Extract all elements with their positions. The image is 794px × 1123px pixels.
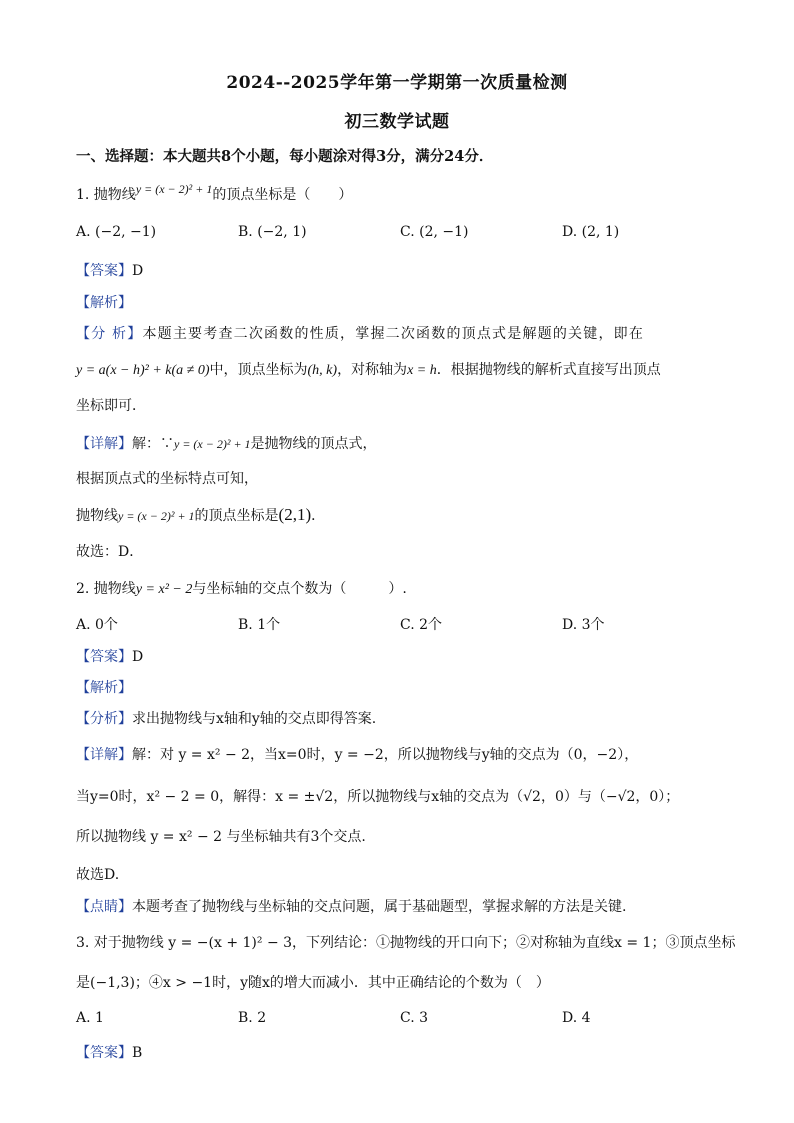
fenxi-text-3: ，对称轴为: [337, 362, 408, 378]
answer-value: D: [132, 649, 144, 665]
question-2-answer: [76, 646, 143, 666]
question-2-prefix: 2. 抛物线: [76, 581, 136, 597]
question-1-detail-line3: [76, 505, 325, 525]
detail-line3-end: ．: [311, 508, 326, 524]
detail-expression: y = (x − 2)² + 1: [174, 437, 251, 451]
analysis-label: 【解析】: [76, 680, 132, 696]
question-2-detail-line1: [76, 744, 638, 764]
question-3-answer: [76, 1042, 142, 1062]
fenxi-text-2: 中，顶点坐标为: [209, 362, 308, 378]
detail-prefix: 解：∵: [132, 436, 174, 452]
question-1-option-d: D. (2, 1): [562, 224, 620, 240]
answer-label: 【答案】: [76, 263, 132, 279]
question-1-option-c: C. (2, −1): [400, 224, 469, 240]
question-1-fenxi-line1: [76, 323, 726, 343]
detail-text: 解：对 y = x² − 2，当x=0时，y = −2，所以抛物线与y轴的交点为（0，−2），: [132, 747, 639, 763]
question-2-dianjing: [76, 896, 626, 916]
question-1-option-a: A. (−2, −1): [76, 224, 157, 240]
question-3-option-c: C. 3: [400, 1010, 429, 1026]
answer-label: 【答案】: [76, 1045, 132, 1061]
question-3-option-b: B. 2: [238, 1010, 267, 1026]
question-1-stem: [76, 184, 352, 204]
detail-suffix: 是抛物线的顶点式，: [250, 436, 377, 452]
question-1-suffix: 的顶点坐标是（ ）: [212, 187, 353, 203]
answer-value: B: [132, 1045, 143, 1061]
question-1-detail-line2: 根据顶点式的坐标特点可知，: [76, 471, 258, 487]
section-heading: 一、选择题：本大题共8个小题，每小题涂对得3分，满分24分．: [76, 148, 494, 165]
question-2-conclusion: 故选D.: [76, 867, 120, 883]
question-2-suffix: 与坐标轴的交点个数为（ ）.: [192, 581, 407, 597]
detail-label: 【详解】: [76, 436, 132, 452]
fenxi-text: 求出抛物线与x轴和y轴的交点即得答案.: [132, 711, 377, 727]
dianjing-label: 【点睛】: [76, 899, 132, 915]
vertex-coordinates: (h, k): [307, 363, 338, 378]
question-2-option-b: B. 1个: [238, 617, 281, 633]
question-2-option-c: C. 2个: [400, 617, 443, 633]
fenxi-text-4: ．根据抛物线的解析式直接写出顶点: [436, 362, 661, 378]
detail-line3-prefix: 抛物线: [76, 508, 118, 524]
question-2-detail-line2: 当y=0时，x² − 2 = 0，解得：x = ±√2，所以抛物线与x轴的交点为（√2，0）与（−√2，0）；: [76, 789, 680, 805]
question-1-answer: [76, 260, 143, 280]
question-2-expression: y = x² − 2: [135, 582, 193, 597]
detail-label: 【详解】: [76, 747, 132, 763]
question-2-detail-line3: 所以抛物线 y = x² − 2 与坐标轴共有3个交点.: [76, 829, 366, 845]
fenxi-label: 【分析】: [76, 711, 132, 727]
axis-expression: x = h: [407, 363, 437, 378]
detail-line3-mid: 的顶点坐标是: [194, 508, 279, 524]
page-subtitle: 初三数学试题: [344, 112, 450, 132]
question-1-expression: y = (x − 2)² + 1: [135, 182, 213, 196]
question-3-option-d: D. 4: [562, 1010, 591, 1026]
question-3-stem-line1: 3. 对于抛物线 y = −(x + 1)² − 3，下列结论：①抛物线的开口向下；②对称轴为直线x = 1；③顶点坐标: [76, 935, 736, 951]
question-1-fenxi-line2: [76, 359, 661, 379]
question-2-option-d: D. 3个: [562, 617, 605, 633]
question-3-option-a: A. 1: [76, 1010, 104, 1026]
question-2-stem: [76, 578, 407, 598]
fenxi-label: 【分 析】: [76, 326, 143, 342]
question-1-conclusion: 故选：D．: [76, 544, 144, 560]
question-3-stem-line2: 是(−1,3)；④x > −1时，y随x的增大而减小．其中正确结论的个数为（ ）: [76, 975, 550, 991]
fenxi-text: 本题主要考查二次函数的性质，掌握二次函数的顶点式是解题的关键，即在: [142, 326, 645, 342]
answer-label: 【答案】: [76, 649, 132, 665]
question-1-fenxi-line3: 坐标即可．: [76, 398, 146, 414]
page-title: 2024--2025学年第一学期第一次质量检测: [226, 73, 568, 93]
dianjing-text: 本题考查了抛物线与坐标轴的交点问题，属于基础题型，掌握求解的方法是关键.: [132, 899, 627, 915]
detail-line3-expression: y = (x − 2)² + 1: [118, 509, 195, 523]
question-1-option-b: B. (−2, 1): [238, 224, 307, 240]
analysis-label: 【解析】: [76, 295, 132, 311]
question-2-fenxi: [76, 708, 376, 728]
vertex-form-expression: y = a(x − h)² + k(a ≠ 0): [76, 363, 210, 378]
answer-value: D: [132, 263, 144, 279]
question-1-prefix: 1. 抛物线: [76, 187, 136, 203]
question-2-option-a: A. 0个: [76, 617, 118, 633]
question-1-detail-line1: [76, 433, 377, 453]
vertex-answer: (2,1): [278, 505, 312, 524]
